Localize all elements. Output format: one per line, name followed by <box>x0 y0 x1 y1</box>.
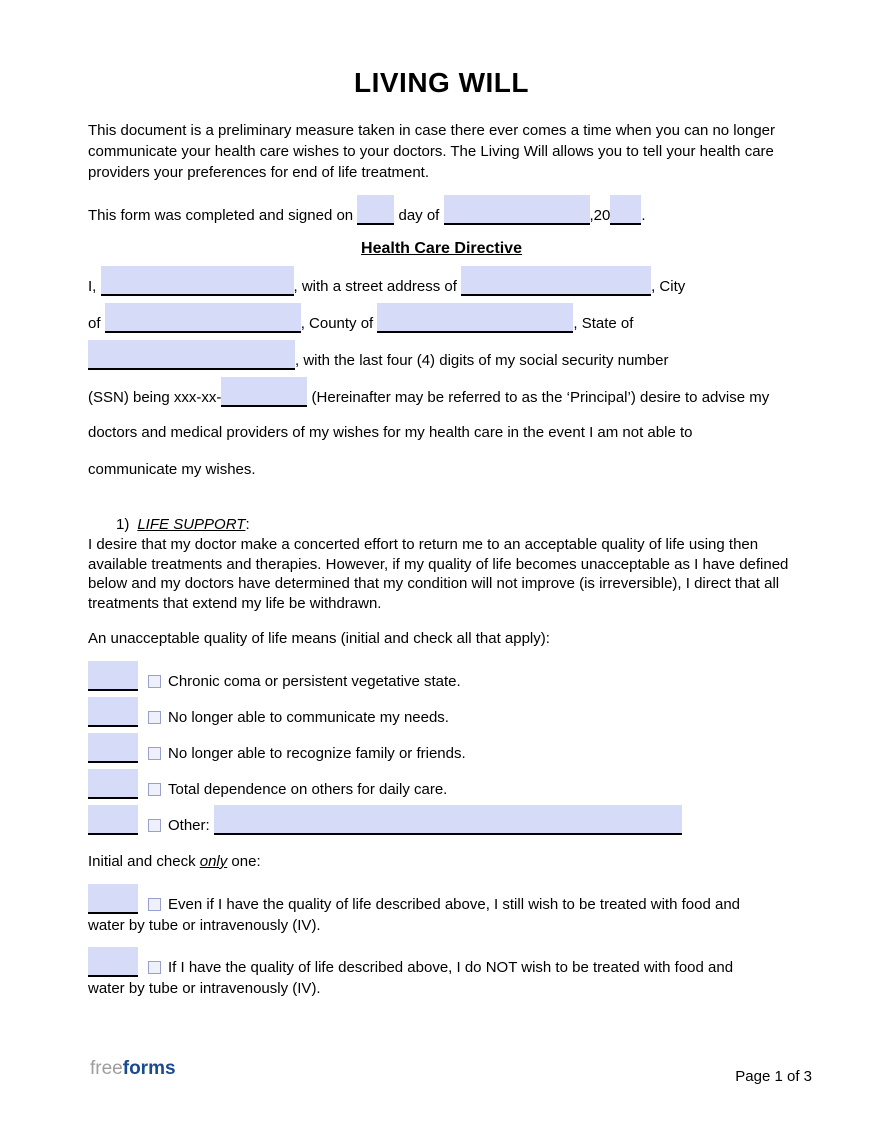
no-treat-with-food-initial-field[interactable] <box>88 947 138 977</box>
life-support-paragraph: I desire that my doctor make a concerted effort to return me to an acceptable quality of life using then available treatments and therapies. However, if my quality of life becomes unacceptable as I have defined below and my doctors have determined that my condition will not improve (is irreversible), I direct that all treatments that extend my life be withdrawn. <box>88 536 789 612</box>
treat-with-food-checkbox[interactable] <box>148 898 161 911</box>
directive-line-4-text: (Hereinafter may be referred to as the ‘Principal’) desire to advise my <box>307 389 770 406</box>
daily-care-checkbox[interactable] <box>148 783 161 796</box>
initial-check-one-prompt <box>88 851 795 872</box>
directive-line-1 <box>88 266 795 303</box>
communicate-needs-initial-field[interactable] <box>88 697 138 727</box>
county-field[interactable] <box>377 303 573 333</box>
no-treat-with-food-checkbox[interactable] <box>148 961 161 974</box>
directive-line-2-text: of <box>88 315 105 332</box>
apply-check-list <box>88 661 795 836</box>
state-field[interactable] <box>88 340 295 370</box>
check-item-no-treat-with-food <box>88 947 795 999</box>
directive-line-2-text: , County of <box>300 315 378 332</box>
no-treat-with-food-label: If I have the quality of life described above, I do NOT wish to be treated with food and <box>168 959 734 976</box>
check-item-daily-care <box>88 769 795 800</box>
initial-check-all-prompt: An unacceptable quality of life means (initial and check all that apply): <box>88 630 550 647</box>
check-item-recognize-family <box>88 733 795 764</box>
no-treat-with-food-label: water by tube or intravenously (IV). <box>88 980 321 997</box>
treat-with-food-label: Even if I have the quality of life described above, I still wish to be treated with food and <box>168 896 740 913</box>
year-field[interactable] <box>610 195 641 225</box>
prompt-one-suffix: one: <box>227 853 261 870</box>
chronic-coma-label: Chronic coma or persistent vegetative state. <box>168 673 461 690</box>
check-item-other <box>88 805 795 836</box>
page-number: Page 1 of 3 <box>735 1068 812 1085</box>
recognize-family-checkbox[interactable] <box>148 747 161 760</box>
check-item-treat-with-food <box>88 884 795 936</box>
signed-line-text: This form was completed and signed on <box>88 207 358 224</box>
prompt-one-emph: only <box>199 853 228 870</box>
principal-name-field[interactable] <box>101 266 294 296</box>
city-field[interactable] <box>105 303 301 333</box>
month-field[interactable] <box>444 195 590 225</box>
directive-line-2-text: , State of <box>573 315 634 332</box>
directive-line-3-text: , with the last four (4) digits of my social security number <box>295 352 669 369</box>
communicate-needs-label: No longer able to communicate my needs. <box>168 709 449 726</box>
section-heading-health-care-directive: Health Care Directive <box>361 240 522 257</box>
signed-line-text: day of <box>394 207 444 224</box>
other-checkbox[interactable] <box>148 819 161 832</box>
directive-line-6 <box>88 451 795 488</box>
street-address-field[interactable] <box>461 266 651 296</box>
check-item-communicate-needs <box>88 697 795 728</box>
directive-line-1-text: , with a street address of <box>293 278 462 295</box>
directive-line-4 <box>88 377 795 414</box>
daily-care-label: Total dependence on others for daily care. <box>168 781 448 798</box>
communicate-needs-checkbox[interactable] <box>148 711 161 724</box>
day-number-field[interactable] <box>357 195 394 225</box>
signed-line-text: . <box>641 207 646 224</box>
directive-line-2 <box>88 303 795 340</box>
intro-paragraph: This document is a preliminary measure taken in case there ever comes a time when you can no longer communicate your health care wishes to your doctors. The Living Will allows you to tell your health care providers your preferences for end of life treatment. <box>88 122 776 181</box>
directive-line-1-text: I, <box>88 278 101 295</box>
freeforms-logo <box>90 1058 176 1080</box>
chronic-coma-checkbox[interactable] <box>148 675 161 688</box>
other-initial-field[interactable] <box>88 805 138 835</box>
directive-line-5 <box>88 414 795 451</box>
logo-free-text: free <box>90 1058 123 1079</box>
exclusive-check-list <box>88 884 795 999</box>
section-number: 1) <box>116 516 130 533</box>
directive-line-5-text: doctors and medical providers of my wishes for my health care in the event I am not able to <box>88 424 693 441</box>
treat-with-food-initial-field[interactable] <box>88 884 138 914</box>
directive-line-1-text: , City <box>651 278 686 295</box>
directive-line-3 <box>88 340 795 377</box>
check-item-chronic-coma <box>88 661 795 692</box>
signed-line-text: ,20 <box>589 207 611 224</box>
chronic-coma-initial-field[interactable] <box>88 661 138 691</box>
section-heading-life-support <box>116 514 795 535</box>
directive-line-6-text: communicate my wishes. <box>88 461 256 478</box>
prompt-one-prefix: Initial and check <box>88 853 200 870</box>
logo-forms-text: forms <box>122 1058 176 1079</box>
treat-with-food-label: water by tube or intravenously (IV). <box>88 917 321 934</box>
life-support-title: LIFE SUPPORT <box>137 516 246 533</box>
recognize-family-initial-field[interactable] <box>88 733 138 763</box>
directive-line-4-text: (SSN) being xxx-xx- <box>88 389 222 406</box>
life-support-colon: : <box>245 516 250 533</box>
document-title: LIVING WILL <box>353 67 530 98</box>
signed-date-line <box>88 195 795 227</box>
other-label: Other: <box>168 817 214 834</box>
recognize-family-label: No longer able to recognize family or friends. <box>168 745 466 762</box>
directive-paragraph <box>88 266 795 488</box>
daily-care-initial-field[interactable] <box>88 769 138 799</box>
ssn-last4-field[interactable] <box>221 377 307 407</box>
other-text-field[interactable] <box>214 805 682 835</box>
